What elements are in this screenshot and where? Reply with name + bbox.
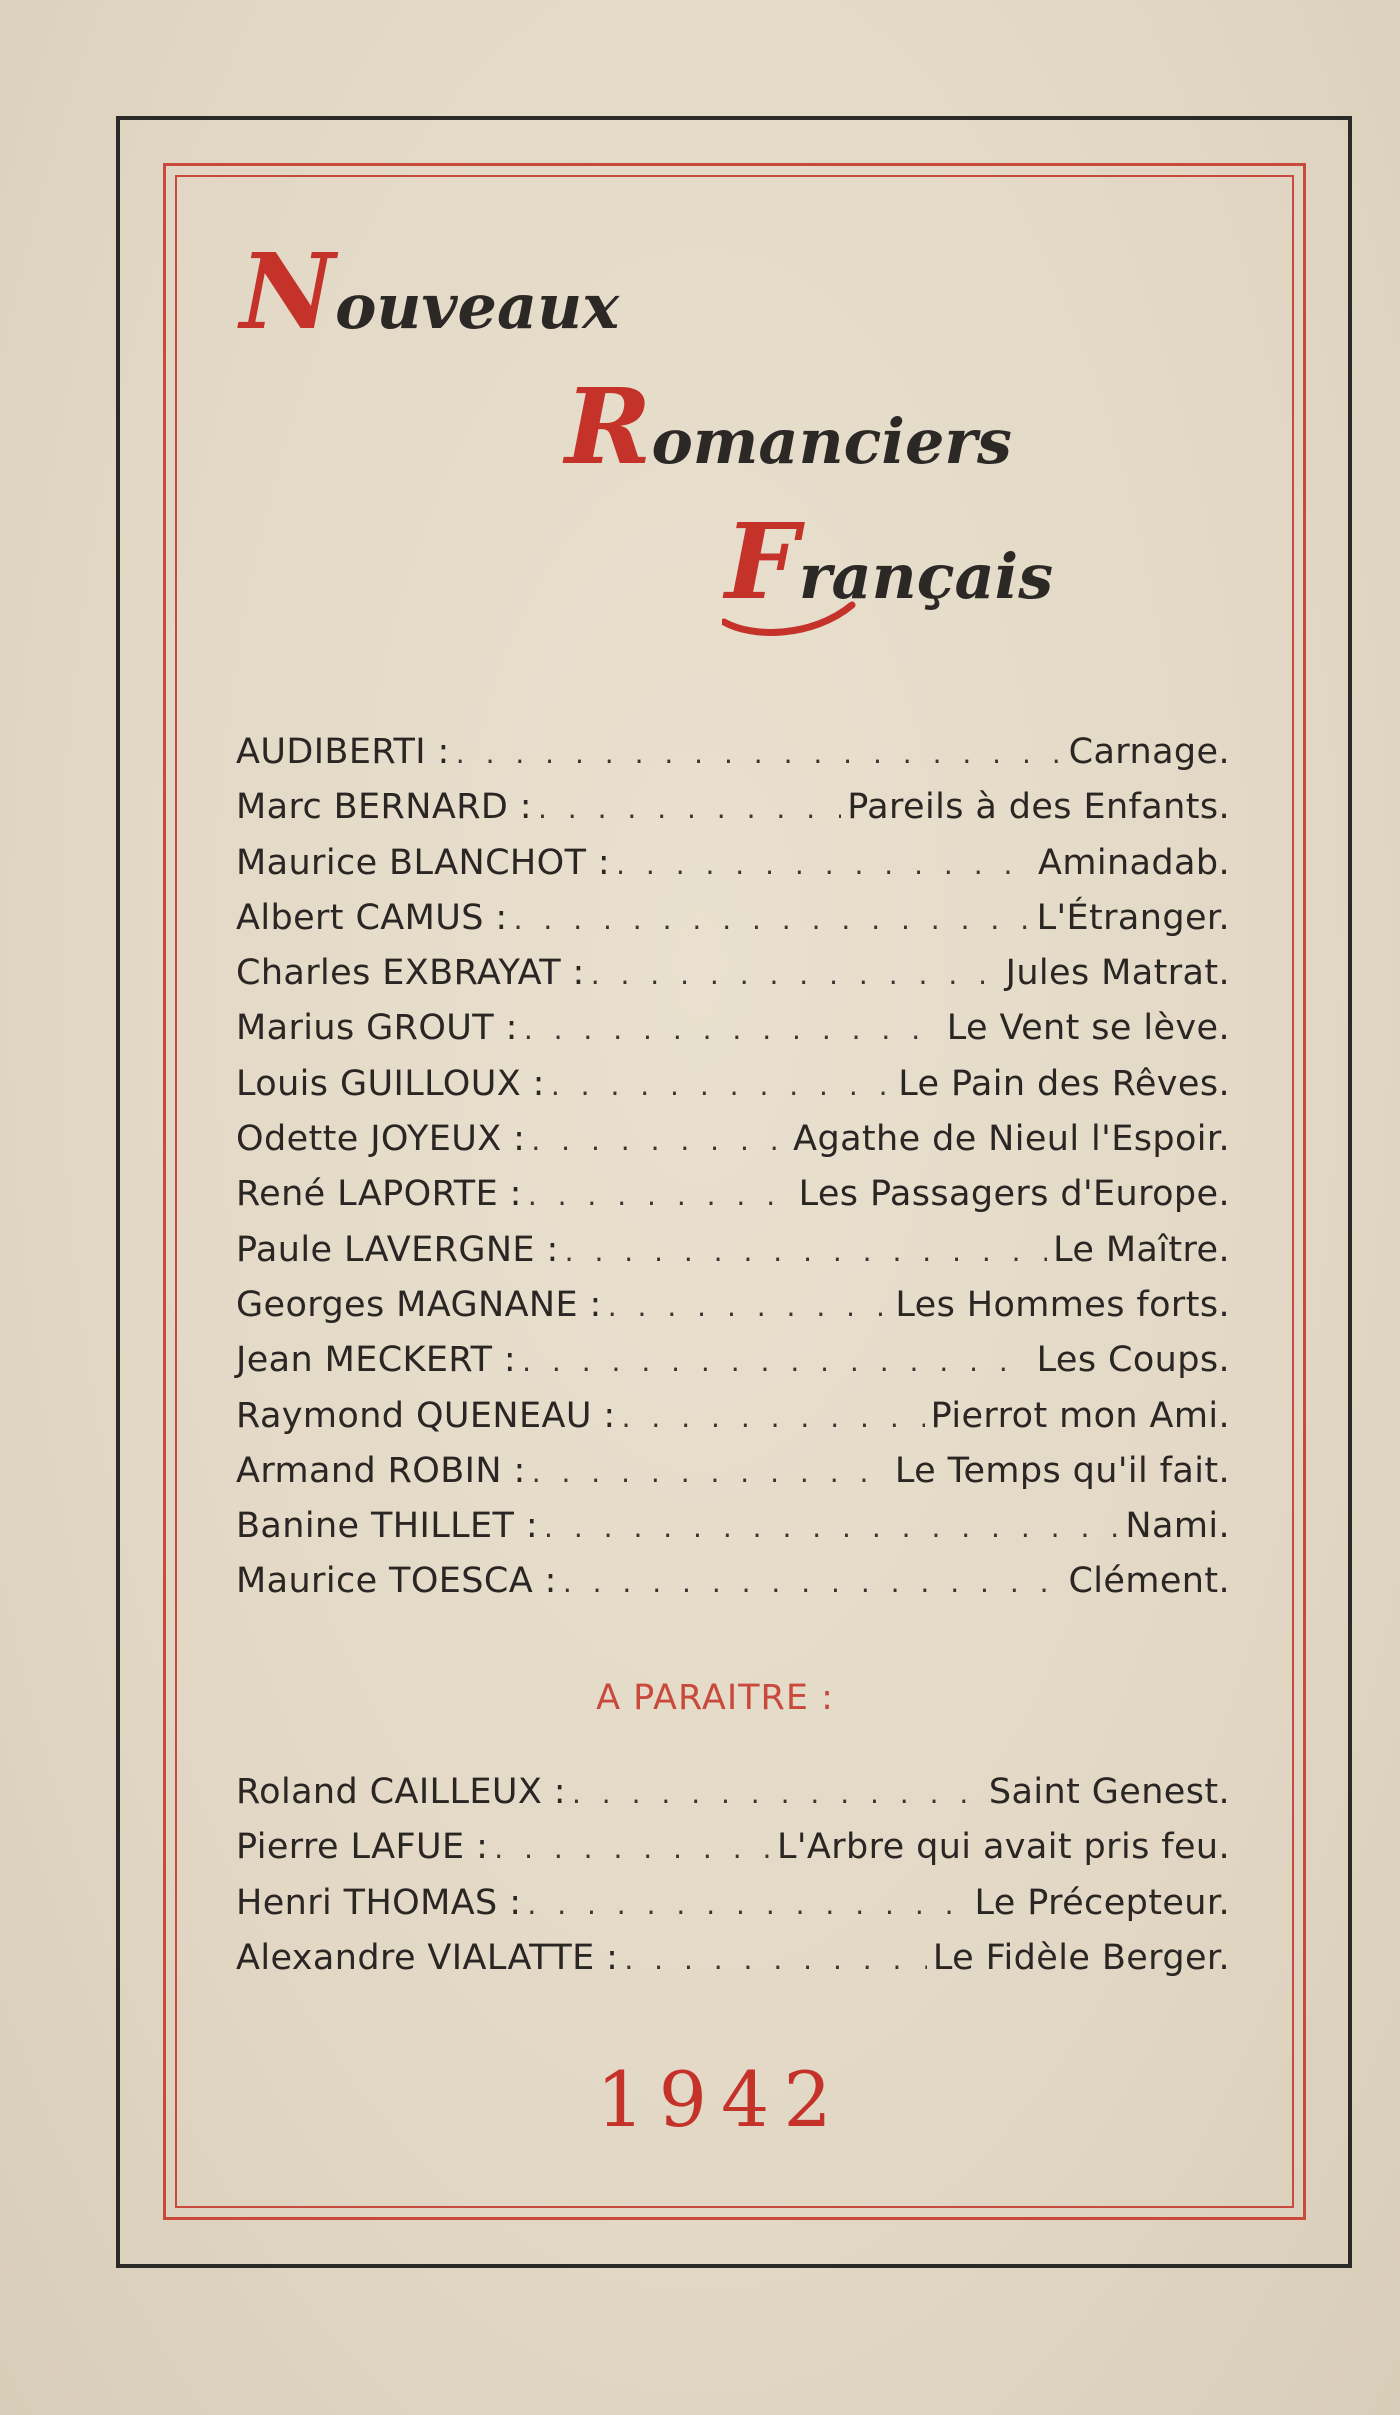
book-title: Le Pain des Rêves.	[898, 1063, 1230, 1104]
dot-leader	[532, 1456, 889, 1489]
author-name: Banine THILLET :	[236, 1506, 539, 1547]
dot-leader	[551, 1069, 892, 1102]
author-name: Jean MECKERT :	[236, 1340, 517, 1381]
author-name: Odette JOYEUX :	[236, 1119, 526, 1160]
dot-leader	[616, 848, 1032, 881]
book-title: Pareils à des Enfants.	[847, 787, 1230, 828]
publication-year: 1942	[596, 2055, 846, 2144]
book-title: Nami.	[1125, 1506, 1230, 1547]
list-item	[236, 953, 1230, 1008]
list-item	[236, 1064, 1230, 1119]
author-name: AUDIBERTI :	[236, 732, 450, 772]
dot-leader	[565, 1235, 1047, 1268]
list-item	[236, 1827, 1230, 1882]
list-item	[236, 898, 1230, 953]
book-title: Le Fidèle Berger.	[932, 1937, 1230, 1978]
list-item	[236, 1451, 1230, 1506]
author-name: Charles EXBRAYAT :	[236, 953, 585, 994]
list-item	[236, 1008, 1230, 1063]
book-title: Aminadab.	[1038, 842, 1230, 883]
book-title: Agathe de Nieul l'Espoir.	[793, 1119, 1230, 1160]
dot-leader	[522, 1345, 1031, 1378]
list-item	[236, 1340, 1230, 1395]
list-item	[236, 1772, 1230, 1827]
dot-leader	[544, 1511, 1119, 1544]
book-title: L'Étranger.	[1036, 897, 1230, 938]
list-item	[236, 1174, 1230, 1229]
dot-leader	[527, 1888, 968, 1921]
dot-leader	[572, 1777, 983, 1810]
book-title: L'Arbre qui avait pris feu.	[776, 1827, 1230, 1868]
book-title: Le Précepteur.	[974, 1882, 1230, 1923]
list-item	[236, 787, 1230, 842]
dot-leader	[531, 1124, 787, 1157]
book-title: Le Maître.	[1053, 1229, 1230, 1270]
title-word-rest: ouveaux	[335, 270, 620, 343]
book-title: Clément.	[1068, 1561, 1230, 1602]
list-item	[236, 1119, 1230, 1174]
author-name: Marc BERNARD :	[236, 787, 532, 828]
dot-leader	[622, 1401, 925, 1434]
author-name: Georges MAGNANE :	[236, 1284, 602, 1325]
title-initial-f: F	[725, 500, 799, 623]
author-name: Louis GUILLOUX :	[236, 1063, 545, 1104]
book-title: Les Hommes forts.	[895, 1284, 1230, 1325]
title-initial-n: N	[240, 230, 336, 353]
list-item	[236, 732, 1230, 787]
dot-leader	[563, 1566, 1063, 1599]
author-name: Maurice TOESCA :	[236, 1561, 557, 1602]
list-item	[236, 1883, 1230, 1938]
author-name: Albert CAMUS :	[236, 897, 508, 938]
author-name: Henri THOMAS :	[236, 1882, 522, 1923]
list-item	[236, 1396, 1230, 1451]
title-word-rest: omanciers	[651, 405, 1012, 478]
title-word-rest: rançais	[798, 540, 1054, 613]
dot-leader	[538, 792, 841, 825]
dot-leader	[608, 1290, 890, 1323]
dot-leader	[456, 737, 1063, 770]
list-item	[236, 1938, 1230, 1993]
book-title: Jules Matrat.	[1005, 953, 1230, 994]
author-name: Maurice BLANCHOT :	[236, 842, 611, 883]
author-name: Pierre LAFUE :	[236, 1827, 489, 1868]
list-item	[236, 1506, 1230, 1561]
list-item	[236, 1561, 1230, 1616]
dot-leader	[624, 1943, 926, 1976]
author-name: René LAPORTE :	[236, 1174, 522, 1215]
book-title: Le Vent se lève.	[946, 1008, 1230, 1049]
dot-leader	[591, 958, 1000, 991]
dot-leader	[514, 903, 1031, 936]
author-name: Roland CAILLEUX :	[236, 1772, 566, 1812]
list-item	[236, 1285, 1230, 1340]
list-item	[236, 843, 1230, 898]
title-swash-ornament	[722, 560, 902, 640]
title-line-romanciers	[565, 365, 1012, 488]
title-line-nouveaux	[240, 230, 620, 353]
author-name: Raymond QUENEAU :	[236, 1395, 616, 1436]
forthcoming-novels-list	[236, 1772, 1230, 1993]
book-title: Les Coups.	[1036, 1340, 1230, 1381]
author-name: Armand ROBIN :	[236, 1450, 526, 1491]
dot-leader	[524, 1013, 941, 1046]
book-title: Pierrot mon Ami.	[930, 1395, 1230, 1436]
forthcoming-heading: A PARAITRE :	[596, 1678, 834, 1718]
dot-leader	[494, 1832, 771, 1865]
title-initial-r: R	[565, 365, 652, 488]
book-title: Les Passagers d'Europe.	[798, 1174, 1230, 1215]
book-title: Saint Genest.	[988, 1772, 1230, 1812]
published-novels-list	[236, 732, 1230, 1617]
author-name: Paule LAVERGNE :	[236, 1229, 559, 1270]
book-title: Le Temps qu'il fait.	[894, 1450, 1230, 1491]
author-name: Marius GROUT :	[236, 1008, 518, 1049]
author-name: Alexandre VIALATTE :	[236, 1937, 619, 1978]
dot-leader	[528, 1179, 793, 1212]
book-title: Carnage.	[1068, 732, 1230, 772]
list-item	[236, 1230, 1230, 1285]
